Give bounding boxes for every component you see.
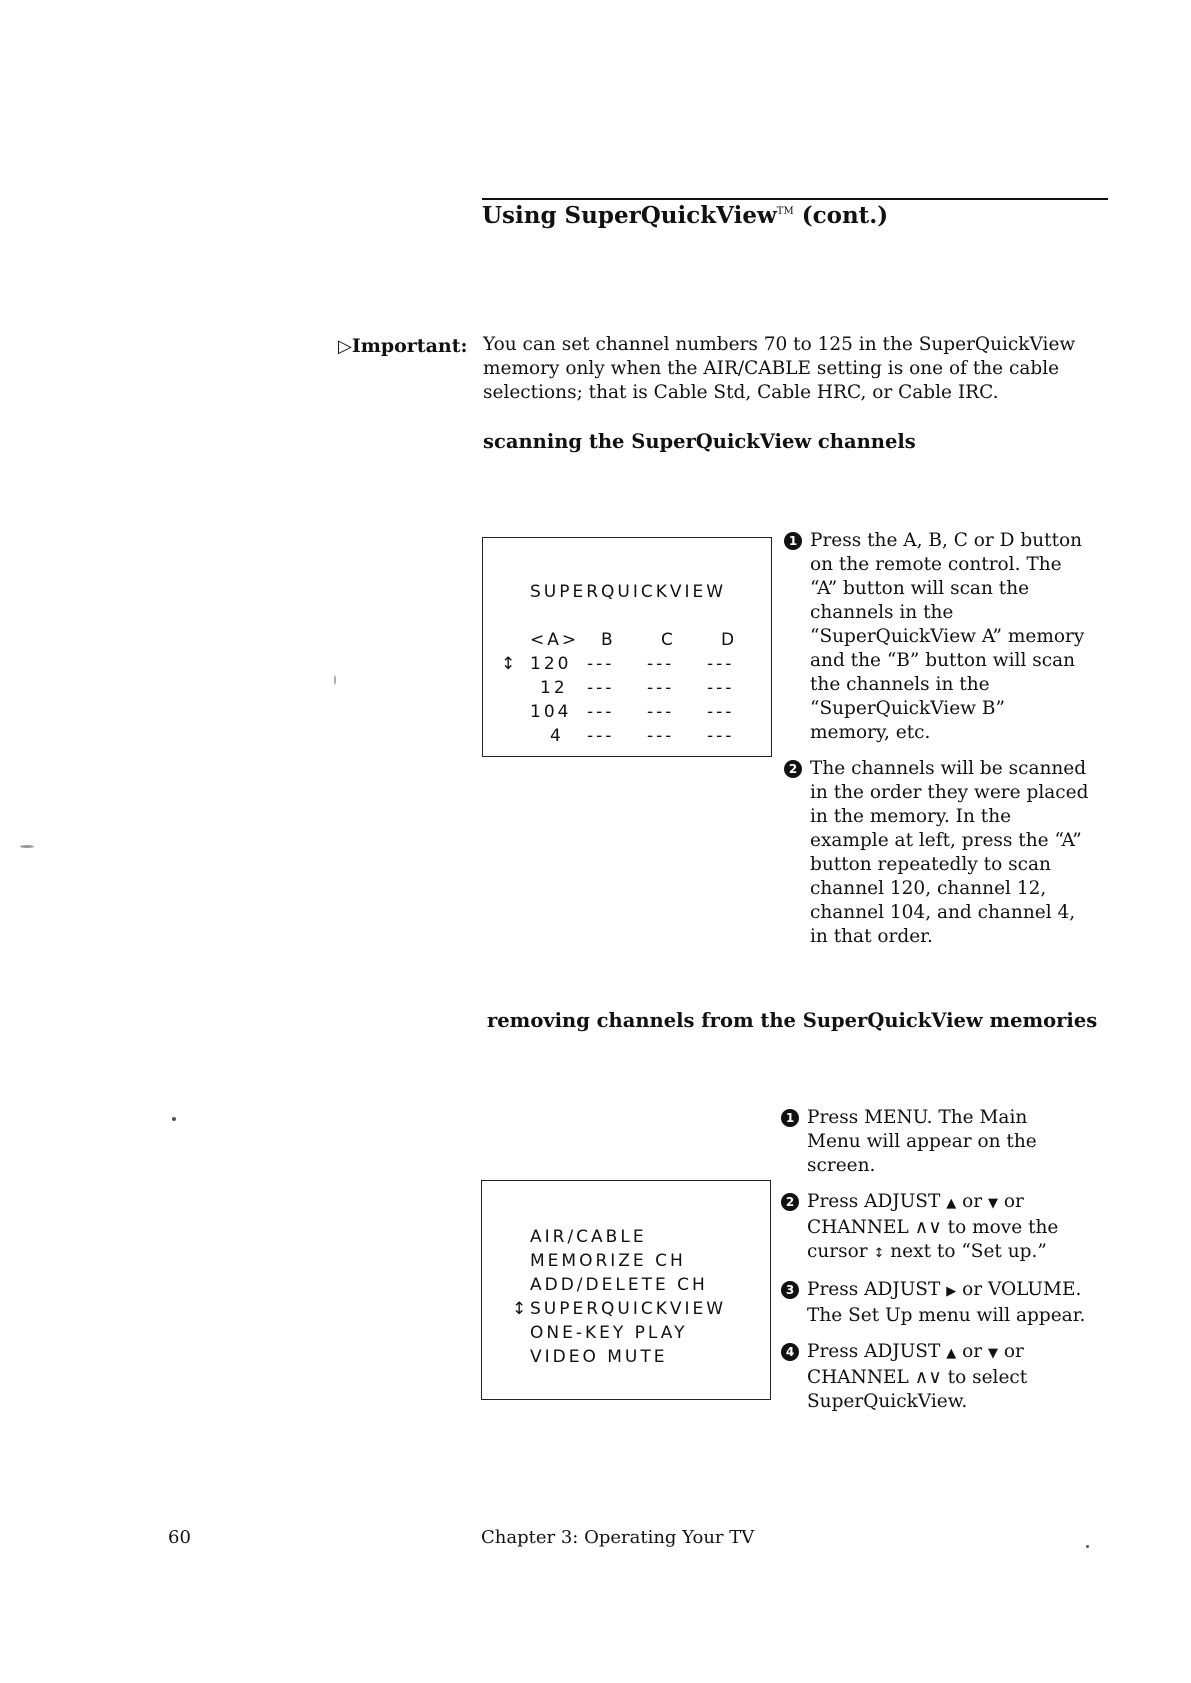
- page-title: [482, 202, 888, 229]
- osd-column-b: B: [601, 630, 616, 650]
- osd-column-d: D: [721, 630, 738, 650]
- step-text: next to “Set up.”: [884, 1241, 1047, 1262]
- osd-row-1-b: ---: [587, 654, 615, 674]
- scan-speck: [1086, 1545, 1089, 1548]
- scanning-steps: [784, 529, 1089, 961]
- important-label: [338, 335, 468, 357]
- section-heading-scanning: scanning the SuperQuickView channels: [483, 430, 916, 453]
- osd-column-c: C: [661, 630, 676, 650]
- section-heading-removing: removing channels from the SuperQuickView memories: [487, 1009, 1098, 1032]
- menu-item-one-key-play: ONE-KEY PLAY: [530, 1323, 688, 1343]
- title-text: Using SuperQuickView: [482, 202, 777, 229]
- step-text: Press MENU. The Main Menu will appear on the screen.: [807, 1107, 1037, 1176]
- osd-row-3-d: ---: [707, 702, 735, 722]
- osd-row-4-d: ---: [707, 726, 735, 746]
- osd-column-a: <A>: [530, 630, 580, 650]
- menu-item-add-delete-ch: ADD/DELETE CH: [530, 1275, 708, 1295]
- scanning-step-1: [784, 529, 1089, 745]
- title-suffix: (cont.): [801, 202, 889, 229]
- scanning-step-2: [784, 757, 1089, 949]
- osd-row-1-c: ---: [647, 654, 675, 674]
- osd-row-2-ch: 12: [540, 678, 568, 698]
- removing-step-1: [781, 1106, 1086, 1178]
- removing-step-3: [781, 1278, 1086, 1328]
- cursor-updown-icon: ↕: [873, 1246, 885, 1261]
- osd-row-4-c: ---: [647, 726, 675, 746]
- removing-step-2: [781, 1190, 1086, 1266]
- right-triangle-icon: ▶: [946, 1284, 957, 1299]
- osd-row-3-c: ---: [647, 702, 675, 722]
- menu-item-air-cable: AIR/CABLE: [530, 1227, 647, 1247]
- down-triangle-icon: ▼: [987, 1196, 998, 1211]
- important-note: You can set channel numbers 70 to 125 in the SuperQuickView memory only when the AIR/CABLE setting is one of the cable selections; that is Cable Std, Cable HRC, or Cable IRC.: [483, 334, 1076, 403]
- step-text: Press the A, B, C or D button on the remote control. The “A” button will scan the channels in the “SuperQuickView A” memory and the “B” button will scan the channels in the “SuperQuickView B” memory, etc.: [810, 530, 1085, 743]
- step-number-badge: 2: [781, 1193, 799, 1211]
- cursor-updown-icon: ↕: [501, 654, 516, 674]
- up-triangle-icon: ▲: [946, 1196, 957, 1211]
- step-text: or: [956, 1341, 988, 1362]
- step-number-badge: 1: [781, 1109, 799, 1127]
- chapter-footer: Chapter 3: Operating Your TV: [481, 1527, 755, 1548]
- step-text: Press ADJUST: [807, 1279, 947, 1300]
- step-number-badge: 1: [784, 532, 802, 550]
- step-text: Press ADJUST: [807, 1341, 947, 1362]
- up-triangle-icon: ▲: [946, 1346, 957, 1361]
- osd-row-2-d: ---: [707, 678, 735, 698]
- removing-step-4: [781, 1340, 1086, 1414]
- osd-title: SUPERQUICKVIEW: [530, 582, 727, 602]
- trademark-mark: TM: [776, 206, 794, 217]
- header-rule: [482, 198, 1108, 200]
- page-number: 60: [168, 1527, 191, 1548]
- step-text: or VOLUME. The Set Up menu will appear.: [807, 1279, 1086, 1326]
- removing-steps: [781, 1106, 1086, 1426]
- step-text: or CHANNEL ∧∨ to select SuperQuickView.: [807, 1341, 1028, 1412]
- step-text: or: [956, 1191, 988, 1212]
- scan-speck: [20, 845, 34, 848]
- step-number-badge: 3: [781, 1281, 799, 1299]
- step-text: Press ADJUST: [807, 1191, 947, 1212]
- step-text: The channels will be scanned in the order they were placed in the memory. In the example at left, press the “A” button repeatedly to scan channel 120, channel 12, channel 104, and channel 4, in that order.: [810, 758, 1089, 947]
- menu-item-superquickview: SUPERQUICKVIEW: [530, 1299, 727, 1319]
- step-number-badge: 4: [781, 1343, 799, 1361]
- osd-row-4-b: ---: [587, 726, 615, 746]
- menu-item-memorize-ch: MEMORIZE CH: [530, 1251, 686, 1271]
- important-label-text: Important:: [351, 335, 468, 357]
- pointer-triangle-icon: ▷: [338, 336, 352, 357]
- osd-row-2-c: ---: [647, 678, 675, 698]
- osd-row-2-b: ---: [587, 678, 615, 698]
- osd-row-1-d: ---: [707, 654, 735, 674]
- osd-row-3-ch: 104: [530, 702, 572, 722]
- step-number-badge: 2: [784, 760, 802, 778]
- scan-speck: [172, 1117, 176, 1121]
- osd-row-1-ch: 120: [530, 654, 572, 674]
- osd-row-3-b: ---: [587, 702, 615, 722]
- cursor-updown-icon: ↕: [512, 1299, 527, 1319]
- tv-screen-setup-menu: [481, 1180, 771, 1400]
- scan-speck: [334, 675, 336, 685]
- step-text: or CHANNEL ∧∨ to move the cursor: [807, 1191, 1059, 1262]
- down-triangle-icon: ▼: [987, 1346, 998, 1361]
- osd-row-4-ch: 4: [550, 726, 564, 746]
- tv-screen-superquickview: [482, 537, 772, 757]
- menu-item-video-mute: VIDEO MUTE: [530, 1347, 668, 1367]
